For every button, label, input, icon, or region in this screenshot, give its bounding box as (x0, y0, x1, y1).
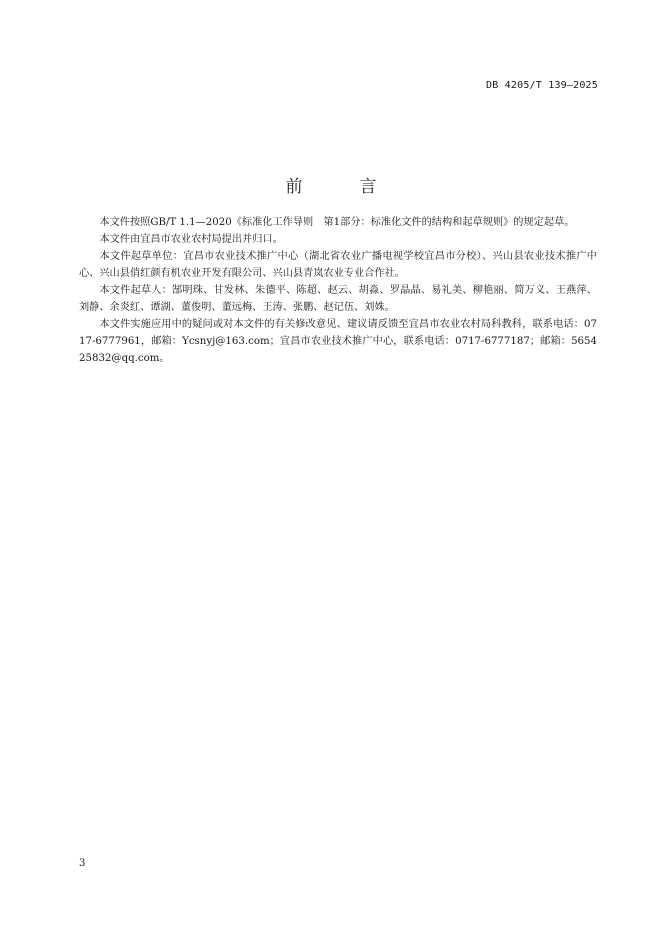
paragraph-drafting-rules: 本文件按照GB/T 1.1—2020《标准化工作导则 第1部分：标准化文件的结构和起草规则》的规定起草。 (99, 217, 575, 228)
preface-body (79, 214, 597, 367)
paragraph-drafting-units: 本文件起草单位：宜昌市农业技术推广中心（湖北省农业广播电视学校宜昌市分校）、兴山县农业技术推广中心、兴山县俏红颜有机农业开发有限公司、兴山县青岚农业专业合作社。 (79, 251, 597, 279)
paragraph-drafters: 本文件起草人：郜明珠、甘发林、朱德平、陈超、赵云、胡淼、罗晶晶、易礼美、柳艳丽、简万义、王燕萍、刘静、余炎红、谭湖、董俊明、董远梅、王涛、张鹏、赵记伍、刘姝。 (79, 285, 597, 313)
page-title: 前 言 (285, 177, 397, 198)
paragraph-feedback-contact: 本文件实施应用中的疑问或对本文件的有关修改意见、建议请反馈至宜昌市农业农村局科教科，联系电话：0717-6777961，邮箱：Ycsnyj@163.com；宜昌市农业技术推广中心，联系电话：0717-6777187；邮箱：565425832@qq.com。 (79, 319, 597, 364)
page-number: 3 (79, 858, 86, 869)
paragraph-proposer: 本文件由宜昌市农业农村局提出并归口。 (99, 234, 283, 245)
document-code: DB 4205/T 139—2025 (486, 80, 598, 91)
